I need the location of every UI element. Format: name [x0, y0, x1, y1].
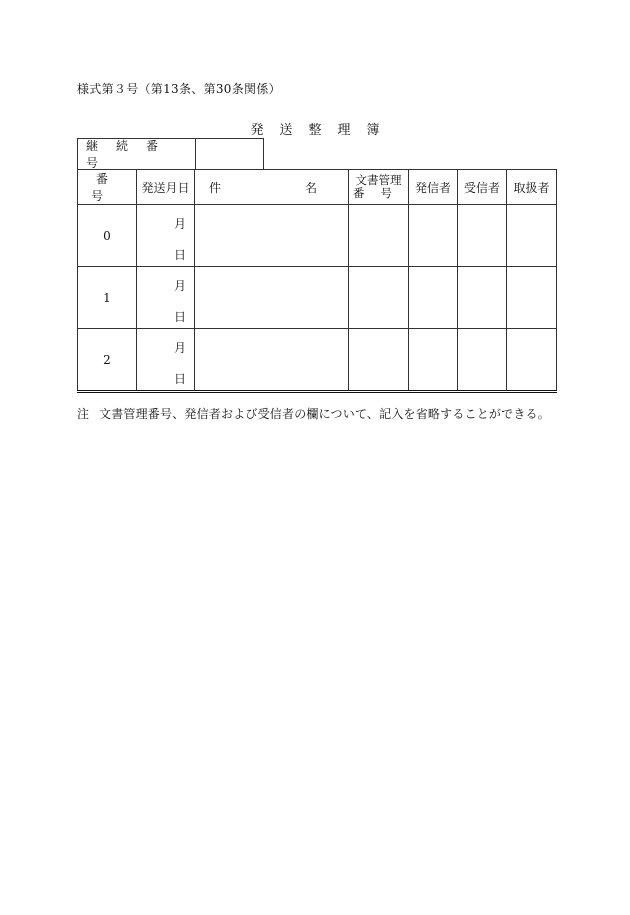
row-number: 1 — [78, 267, 137, 329]
table-header-row — [78, 170, 557, 205]
handler-cell[interactable] — [507, 205, 557, 267]
sent-date-cell[interactable] — [137, 329, 195, 392]
sent-date-cell[interactable] — [137, 205, 195, 267]
table-row — [78, 329, 557, 392]
month-label: 月 — [173, 279, 186, 293]
recipient-cell[interactable] — [458, 267, 507, 329]
header-doc-no-line1: 文書管理 — [355, 173, 402, 187]
day-label: 日 — [173, 248, 186, 262]
header-sent-date: 発送月日 — [137, 170, 195, 205]
doc-number-cell[interactable] — [349, 205, 409, 267]
sent-date-cell[interactable] — [137, 267, 195, 329]
table-row — [78, 205, 557, 267]
header-subject-left: 件 — [209, 180, 222, 195]
recipient-cell[interactable] — [458, 329, 507, 392]
subject-cell[interactable] — [195, 267, 349, 329]
day-label: 日 — [173, 310, 186, 324]
header-handler: 取扱者 — [507, 170, 557, 205]
note-mark: 注 — [77, 407, 90, 421]
dispatch-register-table — [77, 169, 557, 393]
continuation-number-box — [77, 138, 264, 169]
header-subject — [195, 170, 349, 205]
sender-cell[interactable] — [409, 267, 458, 329]
header-number: 番号 — [78, 170, 137, 205]
document-title: 発送整理簿 — [250, 123, 396, 138]
header-sender: 発信者 — [409, 170, 458, 205]
header-document-number — [349, 170, 409, 205]
subject-cell[interactable] — [195, 205, 349, 267]
day-label: 日 — [173, 372, 186, 386]
doc-number-cell[interactable] — [349, 329, 409, 392]
header-doc-no-line2: 番号 — [353, 186, 408, 200]
subject-cell[interactable] — [195, 329, 349, 392]
note-text: 文書管理番号、発信者および受信者の欄について、記入を省略することができる。 — [99, 407, 550, 421]
handler-cell[interactable] — [507, 267, 557, 329]
footnote — [77, 405, 550, 422]
continuation-number-label: 継続番号 — [78, 139, 196, 169]
row-number: 0 — [78, 205, 137, 267]
sender-cell[interactable] — [409, 205, 458, 267]
continuation-number-value — [196, 139, 263, 169]
month-label: 月 — [173, 217, 186, 231]
form-reference: 様式第３号（第13条、第30条関係） — [77, 82, 281, 96]
header-subject-right: 名 — [305, 180, 318, 195]
handler-cell[interactable] — [507, 329, 557, 392]
sender-cell[interactable] — [409, 329, 458, 392]
month-label: 月 — [173, 341, 186, 355]
table-row — [78, 267, 557, 329]
doc-number-cell[interactable] — [349, 267, 409, 329]
row-number: 2 — [78, 329, 137, 392]
recipient-cell[interactable] — [458, 205, 507, 267]
header-recipient: 受信者 — [458, 170, 507, 205]
